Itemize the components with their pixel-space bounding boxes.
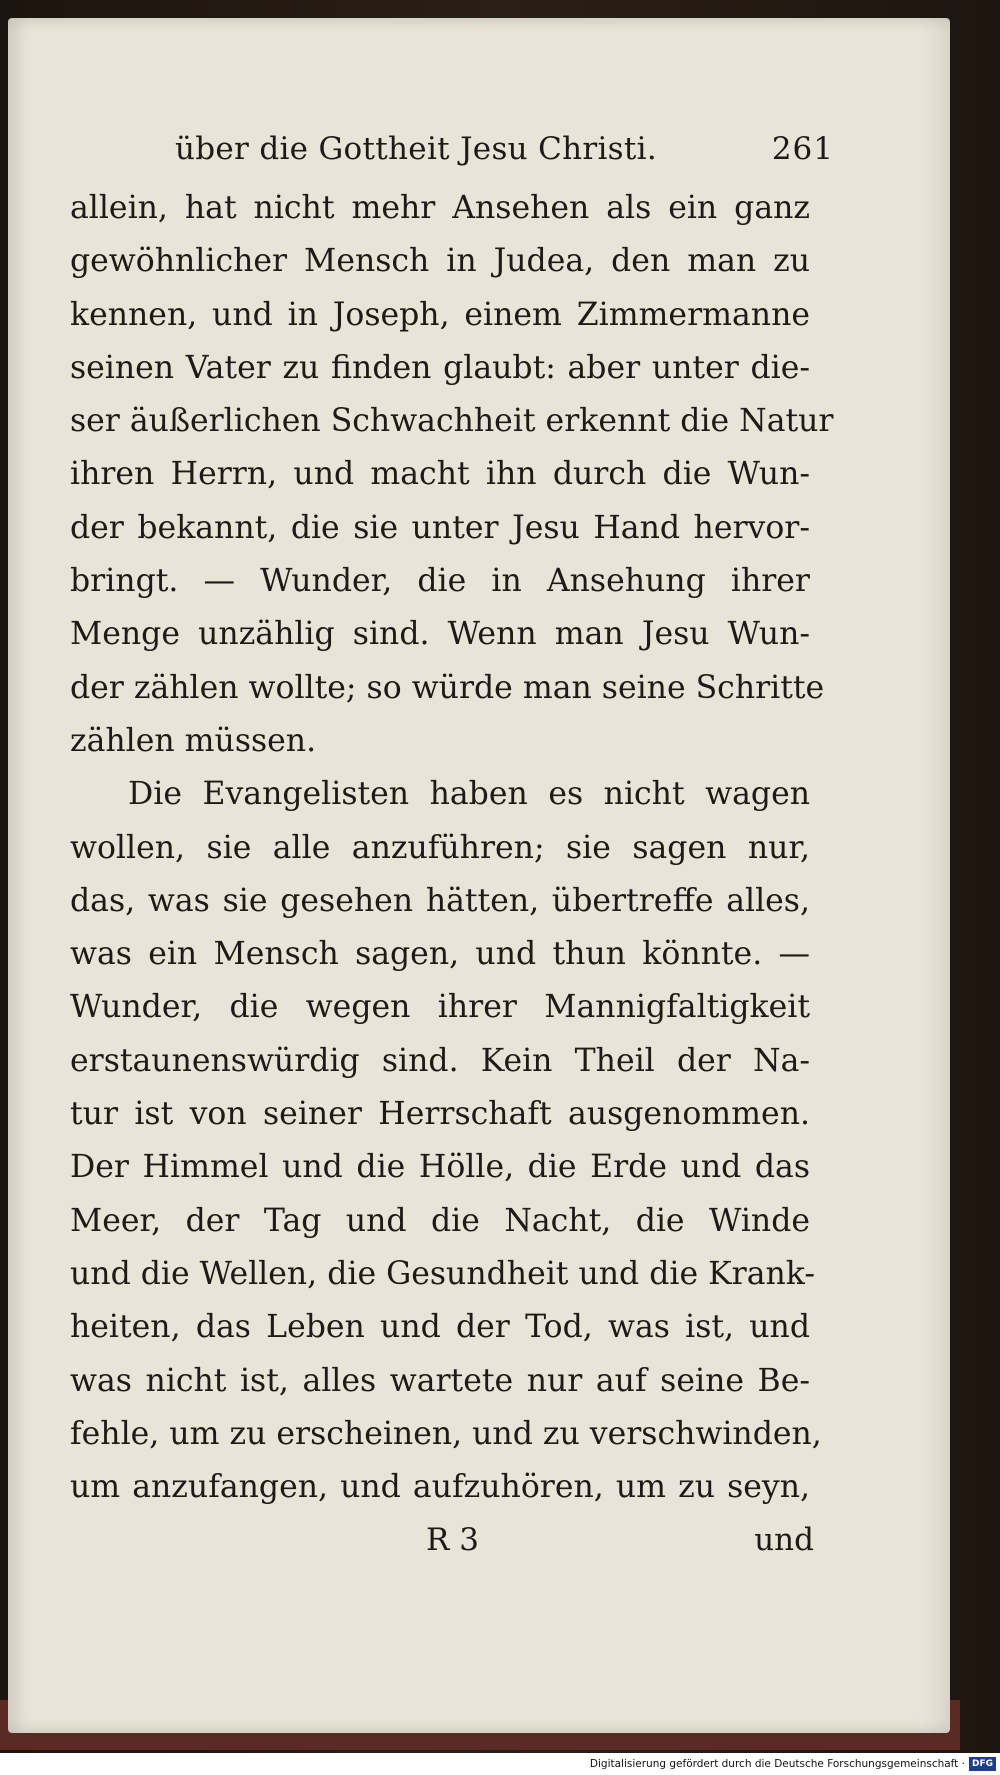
text-line: um anzufangen, und aufzuhören, um zu seyn, [70,1469,810,1506]
running-title: über die Gottheit Jesu Christi. [175,131,658,167]
text-line: zählen müssen. [70,722,317,759]
page-footer [70,1514,814,1567]
text-line: bringt. — Wunder, die in Ansehung ihrer [70,563,810,600]
text-line: was ein Mensch sagen, und thun könnte. — [70,936,810,973]
text-line: Wunder, die wegen ihrer Mannigfaltigkeit [70,989,810,1026]
text-line: gewöhnlicher Mensch in Judea, den man zu [70,243,810,280]
page-number: 261 [771,131,834,167]
text-line: heiten, das Leben und der Tod, was ist, und [70,1309,810,1346]
text-line: was nicht ist, alles wartete nur auf seine Be- [70,1362,810,1399]
text-line: kennen, und in Joseph, einem Zimmermanne [70,296,810,333]
text-line: der zählen wollte; so würde man seine Schritte [70,669,825,706]
text-line: fehle, um zu erscheinen, und zu verschwinden, [70,1415,822,1452]
text-line: Der Himmel und die Hölle, die Erde und das [70,1149,810,1186]
page-content [70,116,834,1636]
digitization-credit-bar [0,1753,1000,1775]
catchword: und [754,1522,814,1559]
text-line: und die Wellen, die Gesundheit und die Krank- [70,1255,815,1292]
text-line: seinen Vater zu finden glaubt: aber unter die- [70,349,810,386]
credit-text: Digitalisierung gefördert durch die Deutsche Forschungsgemeinschaft · [589,1758,965,1770]
text-line: erstaunenswürdig sind. Kein Theil der Na- [70,1042,810,1079]
signature-mark: R 3 [426,1522,479,1559]
text-line: Meer, der Tag und die Nacht, die Winde [70,1202,810,1239]
text-line: das, was sie gesehen hätten, übertreffe alles, [70,882,810,919]
text-line: der bekannt, die sie unter Jesu Hand hervor- [70,509,810,546]
page-header [70,116,834,182]
text-line: allein, hat nicht mehr Ansehen als ein ganz [70,190,810,226]
text-line: wollen, sie alle anzuführen; sie sagen nur, [70,829,810,866]
dfg-logo: DFG [969,1757,996,1771]
text-line: tur ist von seiner Herrschaft ausgenommen. [70,1096,810,1133]
text-line: ser äußerlichen Schwachheit erkennt die Natur [70,403,834,440]
text-line: ihren Herrn, und macht ihn durch die Wun- [70,456,810,493]
text-line: Menge unzählig sind. Wenn man Jesu Wun- [70,616,810,653]
text-line: Die Evangelisten haben es nicht wagen [128,776,810,813]
book-page [8,18,950,1733]
body-text [70,182,834,1514]
